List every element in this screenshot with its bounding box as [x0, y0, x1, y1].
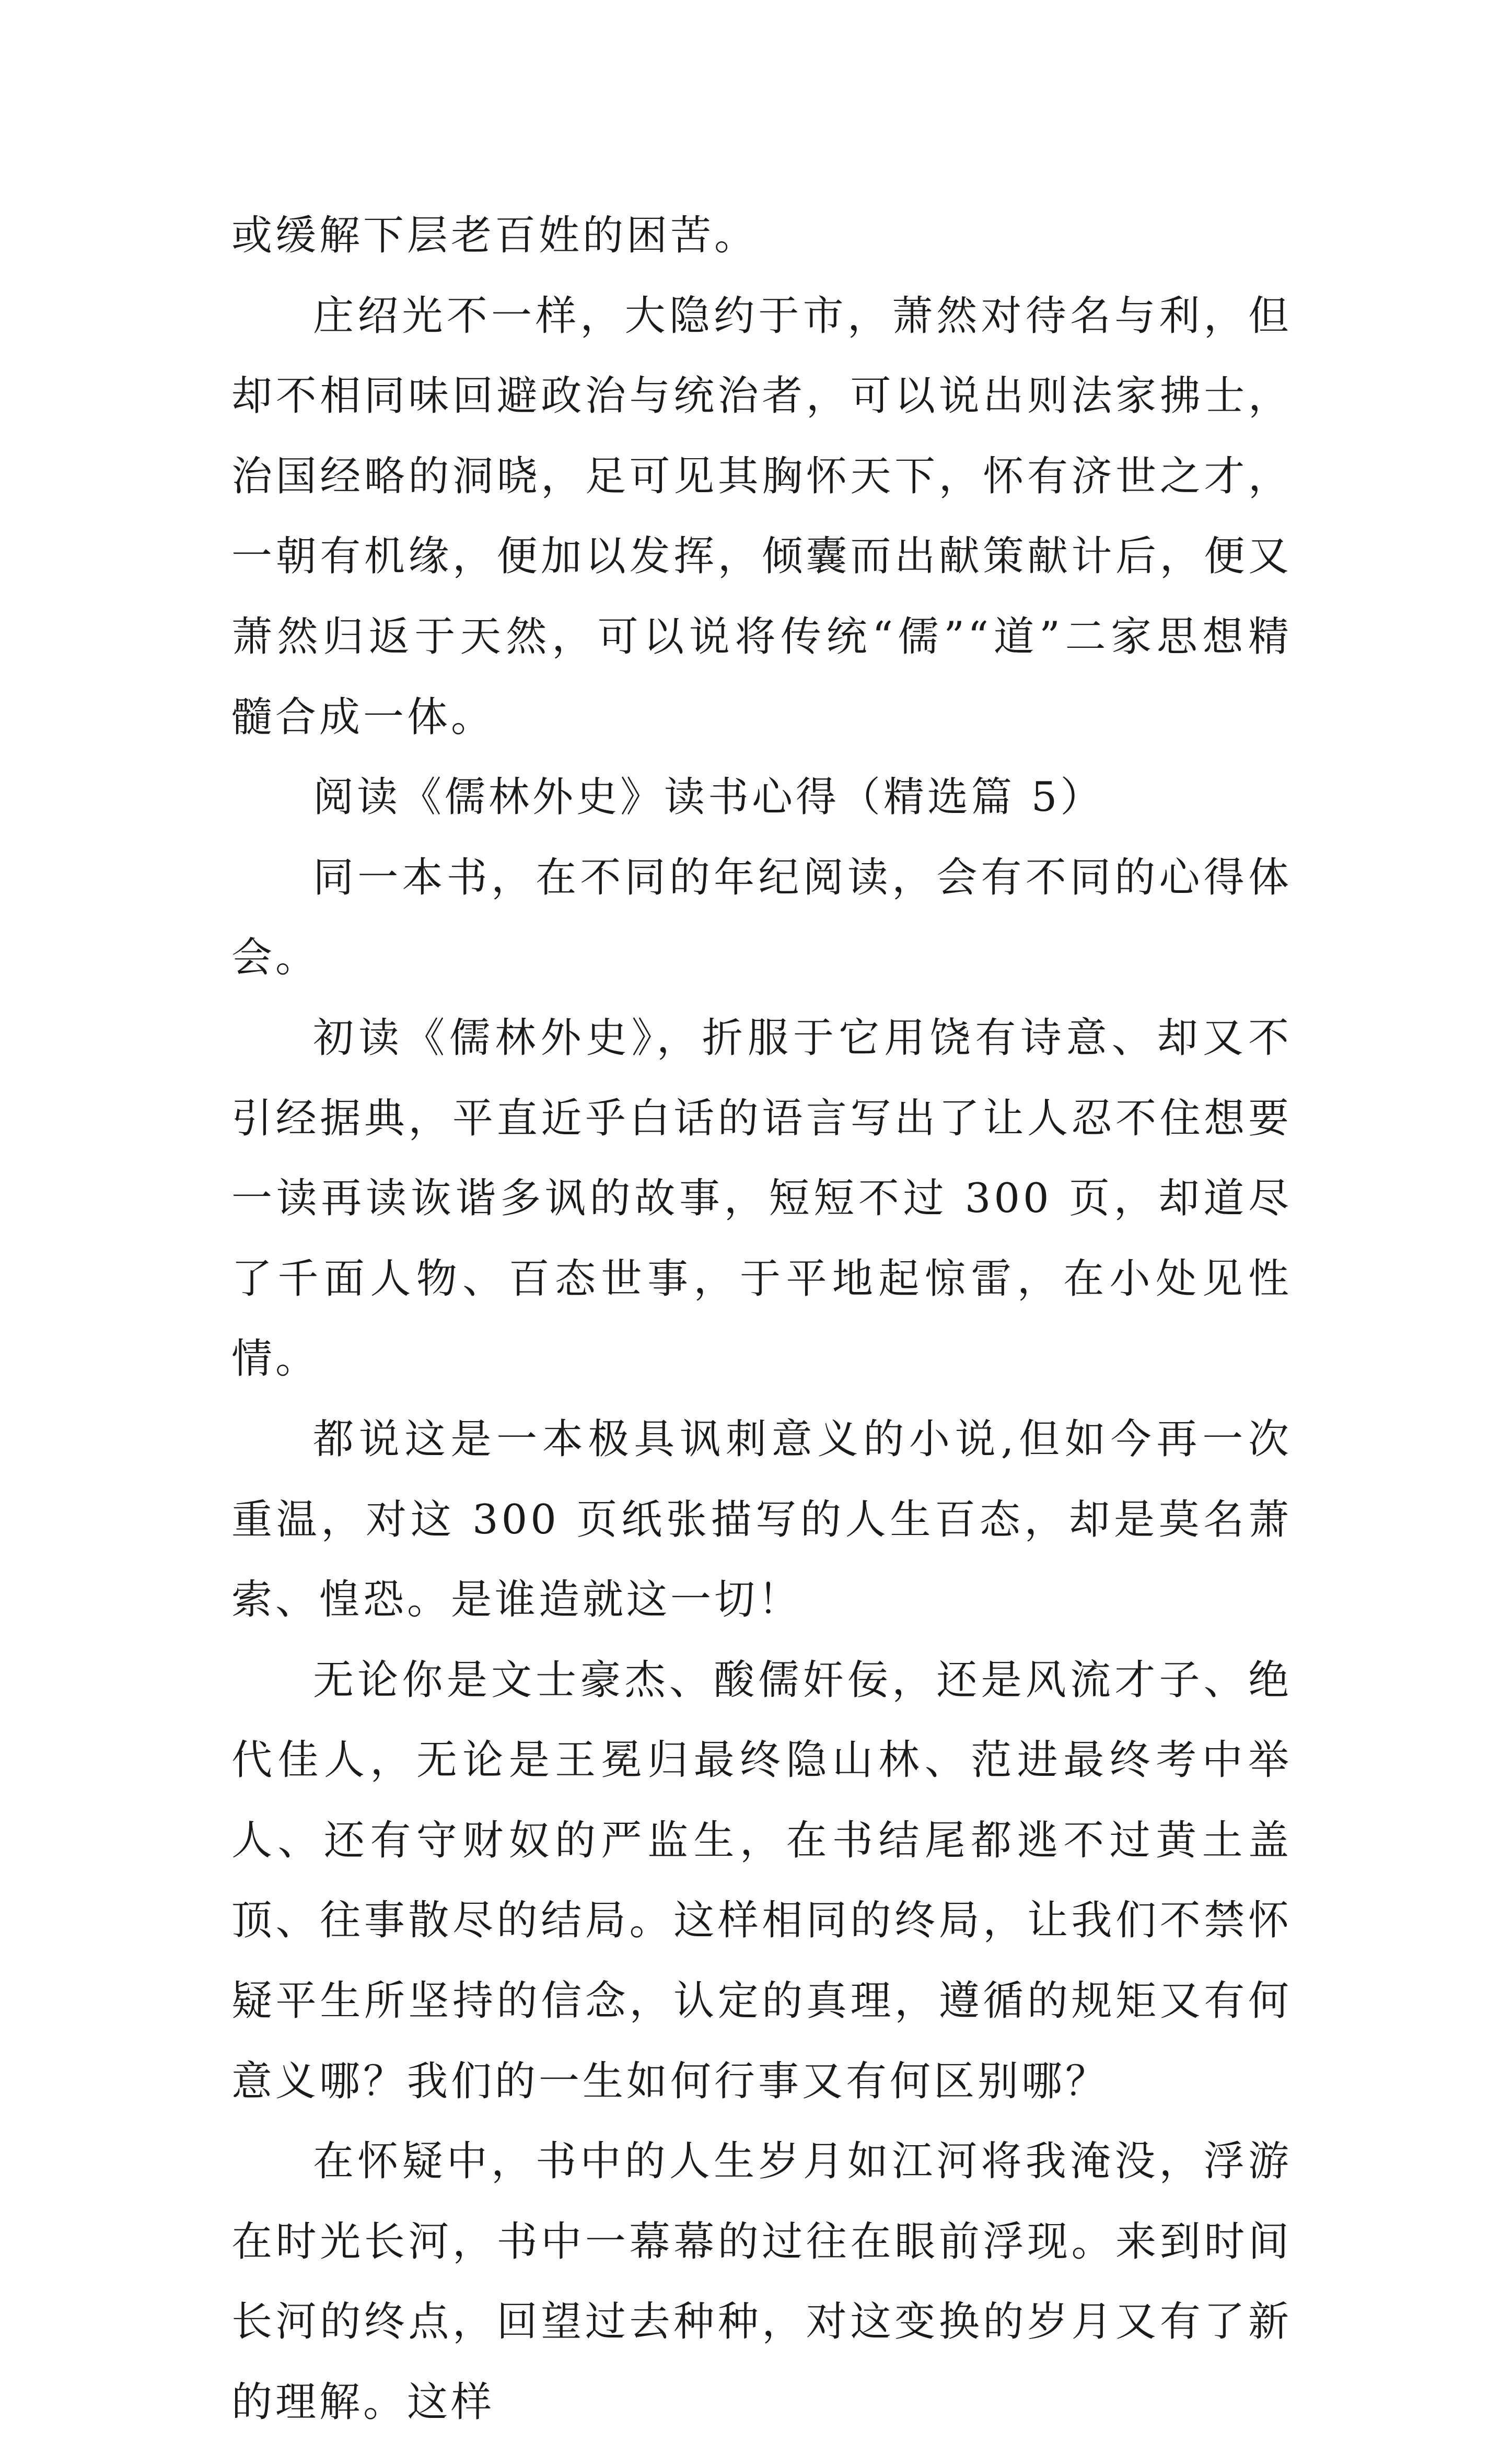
document-body: [231, 196, 1292, 2443]
paragraph: 无论你是文士豪杰、酸儒奸佞，还是风流才子、绝代佳人，无论是王冕归最终隐山林、范进最终考中举人、还有守财奴的严监生，在书结尾都逃不过黄土盖顶、往事散尽的结局。这样相同的终局，让我们不禁怀疑平生所坚持的信念，认定的真理，遵循的规矩又有何意义哪？我们的一生如何行事又有何区别哪？: [231, 1656, 1292, 2105]
paragraph-continuation: 或缓解下层老百姓的困苦。: [231, 212, 759, 259]
paragraph: 同一本书，在不同的年纪阅读，会有不同的心得体会。: [231, 854, 1292, 982]
paragraph: 初读《儒林外史》，折服于它用饶有诗意、却又不引经据典，平直近乎白话的语言写出了让人忍不住想要一读再读诙谐多讽的故事，短短不过 300 页，却道尽了千面人物、百态世事，于平地起惊雷，在小处见性情。: [231, 1014, 1292, 1383]
paragraph: 都说这是一本极具讽刺意义的小说,但如今再一次重温，对这 300 页纸张描写的人生百态，却是莫名萧索、惶恐。是谁造就这一切！: [231, 1415, 1292, 1624]
paragraph: 在怀疑中，书中的人生岁月如江河将我淹没，浮游在时光长河，书中一幕幕的过往在眼前浮现。来到时间长河的终点，回望过去种种，对这变换的岁月又有了新的理解。这样: [231, 2138, 1292, 2426]
section-heading: 阅读《儒林外史》读书心得（精选篇 5）: [313, 774, 1104, 821]
paragraph: 庄绍光不一样，大隐约于市，萧然对待名与利，但却不相同味回避政治与统治者，可以说出则法家拂士，治国经略的洞晓，足可见其胸怀天下，怀有济世之才，一朝有机缘，便加以发挥，倾囊而出献策献计后，便又萧然归返于天然，可以说将传统“儒”“道”二家思想精髓合成一体。: [231, 292, 1292, 741]
